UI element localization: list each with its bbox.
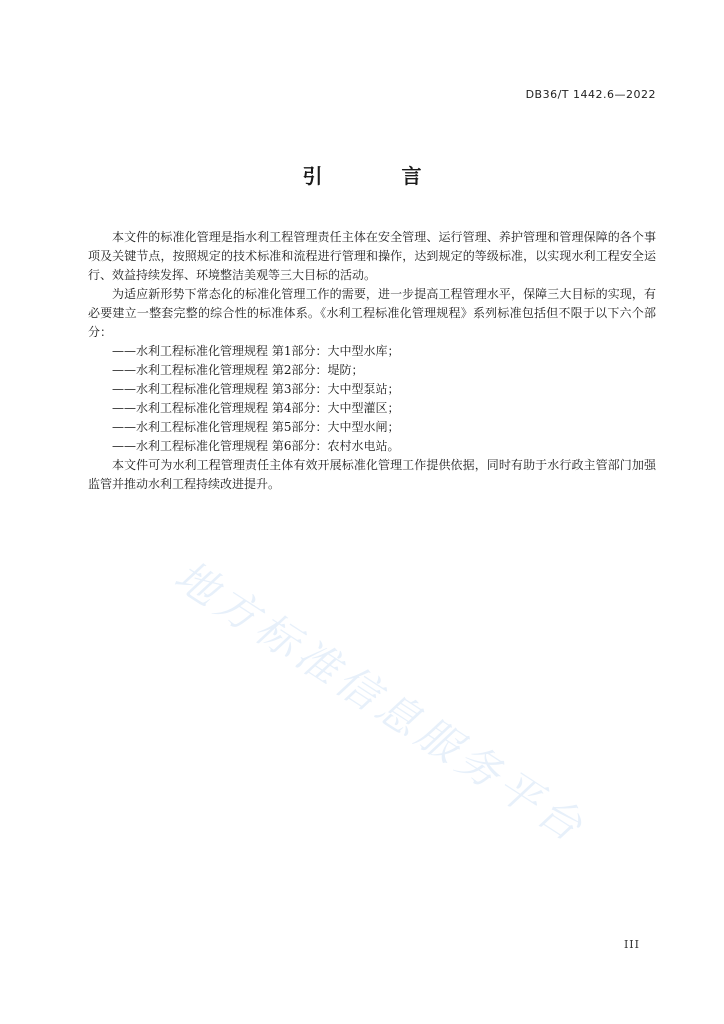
paragraph-intro: 本文件的标准化管理是指水利工程管理责任主体在安全管理、运行管理、养护管理和管理保障的各个事项及关键节点，按照规定的技术标准和流程进行管理和操作，达到规定的等级标准，以实现水利工程安全运行、效益持续发挥、环境整洁美观等三大目标的活动。 <box>88 230 656 282</box>
list-item: ——水利工程标准化管理规程 第1部分：大中型水库； <box>112 344 400 358</box>
document-code: DB36/T 1442.6—2022 <box>525 88 656 101</box>
paragraph-series: 为适应新形势下常态化的标准化管理工作的需要，进一步提高工程管理水平，保障三大目标的实现，有必要建立一整套完整的综合性的标准体系。《水利工程标准化管理规程》系列标准包括但不限于以下六个部分： <box>88 287 656 339</box>
list-item: ——水利工程标准化管理规程 第6部分：农村水电站。 <box>112 439 400 453</box>
list-item: ——水利工程标准化管理规程 第5部分：大中型水闸； <box>112 420 400 434</box>
watermark: 地方标准信息服务平台 <box>166 550 596 854</box>
list-item: ——水利工程标准化管理规程 第4部分：大中型灌区； <box>112 401 400 415</box>
page-number: III <box>623 938 640 951</box>
paragraph-purpose: 本文件可为水利工程管理责任主体有效开展标准化管理工作提供依据，同时有助于水行政主管部门加强监管并推动水利工程持续改进提升。 <box>88 458 656 491</box>
page-title: 引 言 <box>302 164 458 188</box>
document-body <box>88 228 656 494</box>
list-item: ——水利工程标准化管理规程 第2部分：堤防； <box>112 363 364 377</box>
list-item: ——水利工程标准化管理规程 第3部分：大中型泵站； <box>112 382 400 396</box>
